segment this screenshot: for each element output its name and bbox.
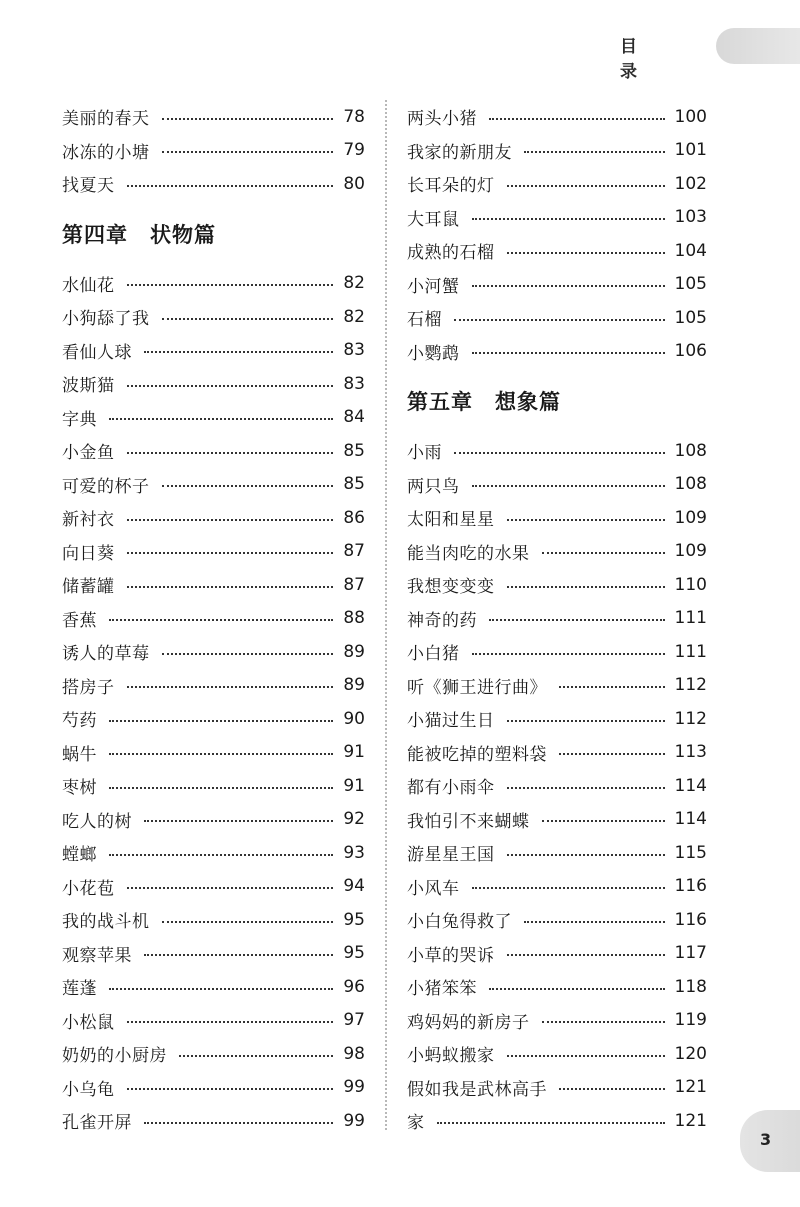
toc-entry-page: 86 xyxy=(343,507,365,528)
dot-leader xyxy=(127,1021,334,1023)
toc-entry[interactable] xyxy=(62,535,365,569)
toc-entry[interactable] xyxy=(62,501,365,535)
toc-entry-title: 小白猪 xyxy=(407,644,460,665)
toc-entry-page: 116 xyxy=(674,876,707,897)
toc-entry-page: 92 xyxy=(343,809,365,830)
toc-entry-page: 119 xyxy=(674,1010,707,1031)
dot-leader xyxy=(109,854,333,856)
toc-entry-title: 字典 xyxy=(62,409,97,430)
toc-entry[interactable] xyxy=(62,1104,365,1138)
toc-entry-title: 找夏天 xyxy=(62,176,115,197)
toc-entry-page: 102 xyxy=(674,173,707,194)
toc-entry[interactable] xyxy=(407,501,707,535)
dot-leader xyxy=(507,720,665,722)
toc-entry-page: 120 xyxy=(674,1043,707,1064)
toc-entry-page: 121 xyxy=(674,1110,707,1131)
toc-entry-page: 91 xyxy=(343,742,365,763)
toc-entry[interactable] xyxy=(407,1104,707,1138)
dot-leader xyxy=(109,988,333,990)
dot-leader xyxy=(489,118,665,120)
dot-leader xyxy=(127,586,334,588)
dot-leader xyxy=(507,586,665,588)
toc-entry-page: 100 xyxy=(674,106,707,127)
dot-leader xyxy=(507,185,665,187)
toc-entry-title: 冰冻的小塘 xyxy=(62,142,150,163)
toc-entry[interactable] xyxy=(407,736,707,770)
toc-entry-title: 小风车 xyxy=(407,878,460,899)
toc-entry-title: 小白兔得救了 xyxy=(407,912,512,933)
toc-entry-page: 99 xyxy=(343,1077,365,1098)
toc-entry-page: 108 xyxy=(674,474,707,495)
toc-entry-title: 诱人的草莓 xyxy=(62,644,150,665)
toc-entry-title: 两头小猪 xyxy=(407,109,477,130)
toc-entry[interactable] xyxy=(407,1004,707,1038)
toc-entry-page: 112 xyxy=(674,675,707,696)
toc-entry-title: 芍药 xyxy=(62,711,97,732)
toc-entry-title: 香蕉 xyxy=(62,610,97,631)
toc-entry[interactable] xyxy=(62,836,365,870)
toc-entry-page: 94 xyxy=(343,876,365,897)
dot-leader xyxy=(542,1021,665,1023)
toc-entry[interactable] xyxy=(407,568,707,602)
dot-leader xyxy=(144,1122,333,1124)
toc-left-column xyxy=(62,100,365,1138)
dot-leader xyxy=(507,854,665,856)
toc-entry[interactable] xyxy=(407,301,707,335)
toc-entry[interactable] xyxy=(407,167,707,201)
toc-entry-title: 小花苞 xyxy=(62,878,115,899)
toc-entry-page: 113 xyxy=(674,742,707,763)
toc-entry-title: 能当肉吃的水果 xyxy=(407,543,530,564)
toc-entry-title: 奶奶的小厨房 xyxy=(62,1046,167,1067)
toc-entry-title: 小鹦鹉 xyxy=(407,343,460,364)
page-number: 3 xyxy=(760,1130,772,1149)
toc-entry[interactable] xyxy=(407,335,707,369)
toc-entry-title: 成熟的石榴 xyxy=(407,243,495,264)
toc-entry-page: 89 xyxy=(343,675,365,696)
toc-entry-title: 小蚂蚁搬家 xyxy=(407,1046,495,1067)
toc-entry[interactable] xyxy=(62,1071,365,1105)
dot-leader xyxy=(144,954,333,956)
toc-entry[interactable] xyxy=(407,201,707,235)
toc-entry-page: 93 xyxy=(343,842,365,863)
toc-entry-title: 孔雀开屏 xyxy=(62,1113,132,1134)
toc-entry[interactable] xyxy=(407,1037,707,1071)
toc-entry-title: 美丽的春天 xyxy=(62,109,150,130)
dot-leader xyxy=(542,552,665,554)
dot-leader xyxy=(109,787,333,789)
toc-entry[interactable] xyxy=(62,803,365,837)
toc-entry[interactable] xyxy=(407,635,707,669)
toc-entry[interactable] xyxy=(407,134,707,168)
dot-leader xyxy=(559,753,665,755)
toc-entry-page: 85 xyxy=(343,474,365,495)
toc-entry-title: 听《狮王进行曲》 xyxy=(407,677,547,698)
toc-entry-title: 我的战斗机 xyxy=(62,912,150,933)
toc-entry-title: 波斯猫 xyxy=(62,376,115,397)
toc-entry-page: 91 xyxy=(343,775,365,796)
toc-entry-page: 101 xyxy=(674,140,707,161)
toc-entry[interactable] xyxy=(62,635,365,669)
toc-entry-title: 都有小雨伞 xyxy=(407,778,495,799)
toc-entry[interactable] xyxy=(407,1071,707,1105)
toc-entry-title: 小猪笨笨 xyxy=(407,979,477,1000)
toc-entry-title: 太阳和星星 xyxy=(407,510,495,531)
chapter-heading: 第五章 想象篇 xyxy=(407,389,561,414)
toc-entry-title: 长耳朵的灯 xyxy=(407,176,495,197)
toc-entry[interactable] xyxy=(407,602,707,636)
toc-entry-title: 假如我是武林高手 xyxy=(407,1079,547,1100)
dot-leader xyxy=(144,820,333,822)
toc-entry-title: 向日葵 xyxy=(62,543,115,564)
toc-entry-page: 109 xyxy=(674,507,707,528)
dot-leader xyxy=(559,686,665,688)
dot-leader xyxy=(472,485,665,487)
toc-entry-page: 87 xyxy=(343,574,365,595)
dot-leader xyxy=(454,452,665,454)
dot-leader xyxy=(127,519,334,521)
toc-entry[interactable] xyxy=(62,970,365,1004)
toc-entry-title: 看仙人球 xyxy=(62,342,132,363)
toc-entry-page: 105 xyxy=(674,307,707,328)
dot-leader xyxy=(109,720,333,722)
dot-leader xyxy=(162,118,334,120)
toc-entry[interactable] xyxy=(62,267,365,301)
toc-entry-title: 水仙花 xyxy=(62,275,115,296)
dot-leader xyxy=(109,753,333,755)
toc-entry-title: 枣树 xyxy=(62,778,97,799)
toc-entry[interactable] xyxy=(407,434,707,468)
toc-entry[interactable] xyxy=(62,134,365,168)
toc-entry-page: 89 xyxy=(343,641,365,662)
toc-entry-title: 我想变变变 xyxy=(407,577,495,598)
dot-leader xyxy=(127,385,334,387)
dot-leader xyxy=(127,452,334,454)
toc-entry-title: 神奇的药 xyxy=(407,610,477,631)
toc-entry[interactable] xyxy=(407,803,707,837)
toc-entry[interactable] xyxy=(62,468,365,502)
toc-entry-page: 97 xyxy=(343,1010,365,1031)
toc-entry-title: 我家的新朋友 xyxy=(407,142,512,163)
dot-leader xyxy=(162,485,334,487)
page-header-title: 目 录 xyxy=(620,37,659,82)
toc-entry[interactable] xyxy=(62,736,365,770)
toc-entry-page: 80 xyxy=(343,173,365,194)
dot-leader xyxy=(524,921,665,923)
dot-leader xyxy=(109,619,333,621)
dot-leader xyxy=(542,820,665,822)
toc-entry-page: 110 xyxy=(674,574,707,595)
toc-entry-page: 84 xyxy=(343,407,365,428)
dot-leader xyxy=(524,151,665,153)
toc-entry-title: 大耳鼠 xyxy=(407,209,460,230)
chapter-heading: 第四章 状物篇 xyxy=(62,221,216,247)
dot-leader xyxy=(472,218,665,220)
toc-entry[interactable] xyxy=(407,970,707,1004)
toc-entry-title: 小乌龟 xyxy=(62,1079,115,1100)
toc-entry[interactable] xyxy=(407,468,707,502)
dot-leader xyxy=(489,988,665,990)
dot-leader xyxy=(162,318,334,320)
toc-entry[interactable] xyxy=(62,903,365,937)
toc-entry[interactable] xyxy=(407,937,707,971)
toc-entry-title: 小河蟹 xyxy=(407,276,460,297)
dot-leader xyxy=(179,1055,333,1057)
toc-entry[interactable] xyxy=(62,568,365,602)
dot-leader xyxy=(472,653,665,655)
toc-entry-page: 106 xyxy=(674,341,707,362)
dot-leader xyxy=(162,151,334,153)
column-divider xyxy=(385,100,387,1130)
toc-entry[interactable] xyxy=(62,300,365,334)
toc-entry[interactable] xyxy=(407,836,707,870)
toc-entry-page: 87 xyxy=(343,541,365,562)
toc-entry-title: 可爱的杯子 xyxy=(62,476,150,497)
toc-entry-title: 我怕引不来蝴蝶 xyxy=(407,811,530,832)
toc-entry-page: 112 xyxy=(674,708,707,729)
toc-entry-title: 小猫过生日 xyxy=(407,711,495,732)
toc-entry[interactable] xyxy=(62,870,365,904)
dot-leader xyxy=(127,552,334,554)
dot-leader xyxy=(127,686,334,688)
toc-entry-page: 79 xyxy=(343,140,365,161)
dot-leader xyxy=(507,252,665,254)
toc-entry[interactable] xyxy=(407,268,707,302)
toc-entry[interactable] xyxy=(62,769,365,803)
toc-entry-title: 螳螂 xyxy=(62,845,97,866)
toc-entry[interactable] xyxy=(62,401,365,435)
dot-leader xyxy=(437,1122,665,1124)
toc-entry[interactable] xyxy=(407,870,707,904)
toc-entry-title: 吃人的树 xyxy=(62,811,132,832)
toc-entry[interactable] xyxy=(407,234,707,268)
toc-entry-title: 两只鸟 xyxy=(407,476,460,497)
toc-entry[interactable] xyxy=(407,702,707,736)
toc-entry-page: 83 xyxy=(343,340,365,361)
toc-entry[interactable] xyxy=(407,535,707,569)
toc-entry-page: 98 xyxy=(343,1043,365,1064)
toc-entry-title: 鸡妈妈的新房子 xyxy=(407,1012,530,1033)
dot-leader xyxy=(507,787,665,789)
dot-leader xyxy=(162,921,334,923)
toc-entry[interactable] xyxy=(407,669,707,703)
toc-entry-page: 116 xyxy=(674,909,707,930)
toc-entry-title: 新衬衣 xyxy=(62,510,115,531)
dot-leader xyxy=(489,619,665,621)
dot-leader xyxy=(454,319,665,321)
toc-entry-title: 石榴 xyxy=(407,310,442,331)
toc-entry-title: 莲蓬 xyxy=(62,979,97,1000)
toc-entry-title: 观察苹果 xyxy=(62,945,132,966)
toc-entry-page: 109 xyxy=(674,541,707,562)
toc-entry[interactable] xyxy=(62,434,365,468)
dot-leader xyxy=(127,1088,334,1090)
toc-entry-page: 95 xyxy=(343,909,365,930)
toc-entry-title: 小狗舔了我 xyxy=(62,309,150,330)
dot-leader xyxy=(472,352,665,354)
toc-entry-page: 83 xyxy=(343,373,365,394)
toc-entry[interactable] xyxy=(62,334,365,368)
toc-entry-title: 小雨 xyxy=(407,443,442,464)
dot-leader xyxy=(109,418,333,420)
toc-entry-page: 121 xyxy=(674,1077,707,1098)
dot-leader xyxy=(507,954,665,956)
toc-entry[interactable] xyxy=(62,702,365,736)
dot-leader xyxy=(507,519,665,521)
toc-entry-title: 搭房子 xyxy=(62,677,115,698)
toc-entry-title: 蜗牛 xyxy=(62,744,97,765)
toc-entry[interactable] xyxy=(62,100,365,134)
dot-leader xyxy=(127,887,334,889)
toc-entry-title: 能被吃掉的塑料袋 xyxy=(407,744,547,765)
toc-entry[interactable] xyxy=(62,937,365,971)
toc-entry-page: 104 xyxy=(674,240,707,261)
dot-leader xyxy=(144,351,333,353)
toc-entry-page: 82 xyxy=(343,306,365,327)
toc-entry-page: 88 xyxy=(343,608,365,629)
toc-entry-page: 99 xyxy=(343,1110,365,1131)
toc-entry[interactable] xyxy=(62,1004,365,1038)
toc-entry-title: 游星星王国 xyxy=(407,845,495,866)
toc-entry-page: 118 xyxy=(674,976,707,997)
toc-entry[interactable] xyxy=(62,367,365,401)
toc-entry[interactable] xyxy=(62,602,365,636)
toc-entry-page: 103 xyxy=(674,207,707,228)
dot-leader xyxy=(507,1055,665,1057)
dot-leader xyxy=(127,185,334,187)
toc-entry-page: 96 xyxy=(343,976,365,997)
toc-entry[interactable] xyxy=(62,1037,365,1071)
toc-entry-title: 小松鼠 xyxy=(62,1012,115,1033)
toc-entry-page: 111 xyxy=(674,608,707,629)
toc-entry[interactable] xyxy=(407,100,707,134)
toc-entry-page: 105 xyxy=(674,274,707,295)
dot-leader xyxy=(472,887,665,889)
toc-entry-page: 114 xyxy=(674,775,707,796)
toc-entry-title: 储蓄罐 xyxy=(62,577,115,598)
toc-entry[interactable] xyxy=(407,769,707,803)
dot-leader xyxy=(127,284,334,286)
dot-leader xyxy=(472,285,665,287)
toc-entry-page: 78 xyxy=(343,106,365,127)
toc-entry-page: 85 xyxy=(343,440,365,461)
toc-entry-page: 82 xyxy=(343,273,365,294)
toc-entry[interactable] xyxy=(62,669,365,703)
toc-right-column xyxy=(407,100,707,1138)
toc-entry[interactable] xyxy=(62,167,365,201)
toc-entry-title: 小草的哭诉 xyxy=(407,945,495,966)
dot-leader xyxy=(162,653,334,655)
toc-entry-page: 115 xyxy=(674,842,707,863)
header-tab-decoration xyxy=(716,28,800,64)
toc-entry-title: 家 xyxy=(407,1113,425,1134)
toc-entry-page: 108 xyxy=(674,440,707,461)
toc-entry-page: 95 xyxy=(343,943,365,964)
toc-entry-page: 114 xyxy=(674,809,707,830)
toc-entry[interactable] xyxy=(407,903,707,937)
toc-entry-page: 90 xyxy=(343,708,365,729)
dot-leader xyxy=(559,1088,665,1090)
toc-entry-page: 117 xyxy=(674,943,707,964)
toc-entry-page: 111 xyxy=(674,641,707,662)
toc-entry-title: 小金鱼 xyxy=(62,443,115,464)
